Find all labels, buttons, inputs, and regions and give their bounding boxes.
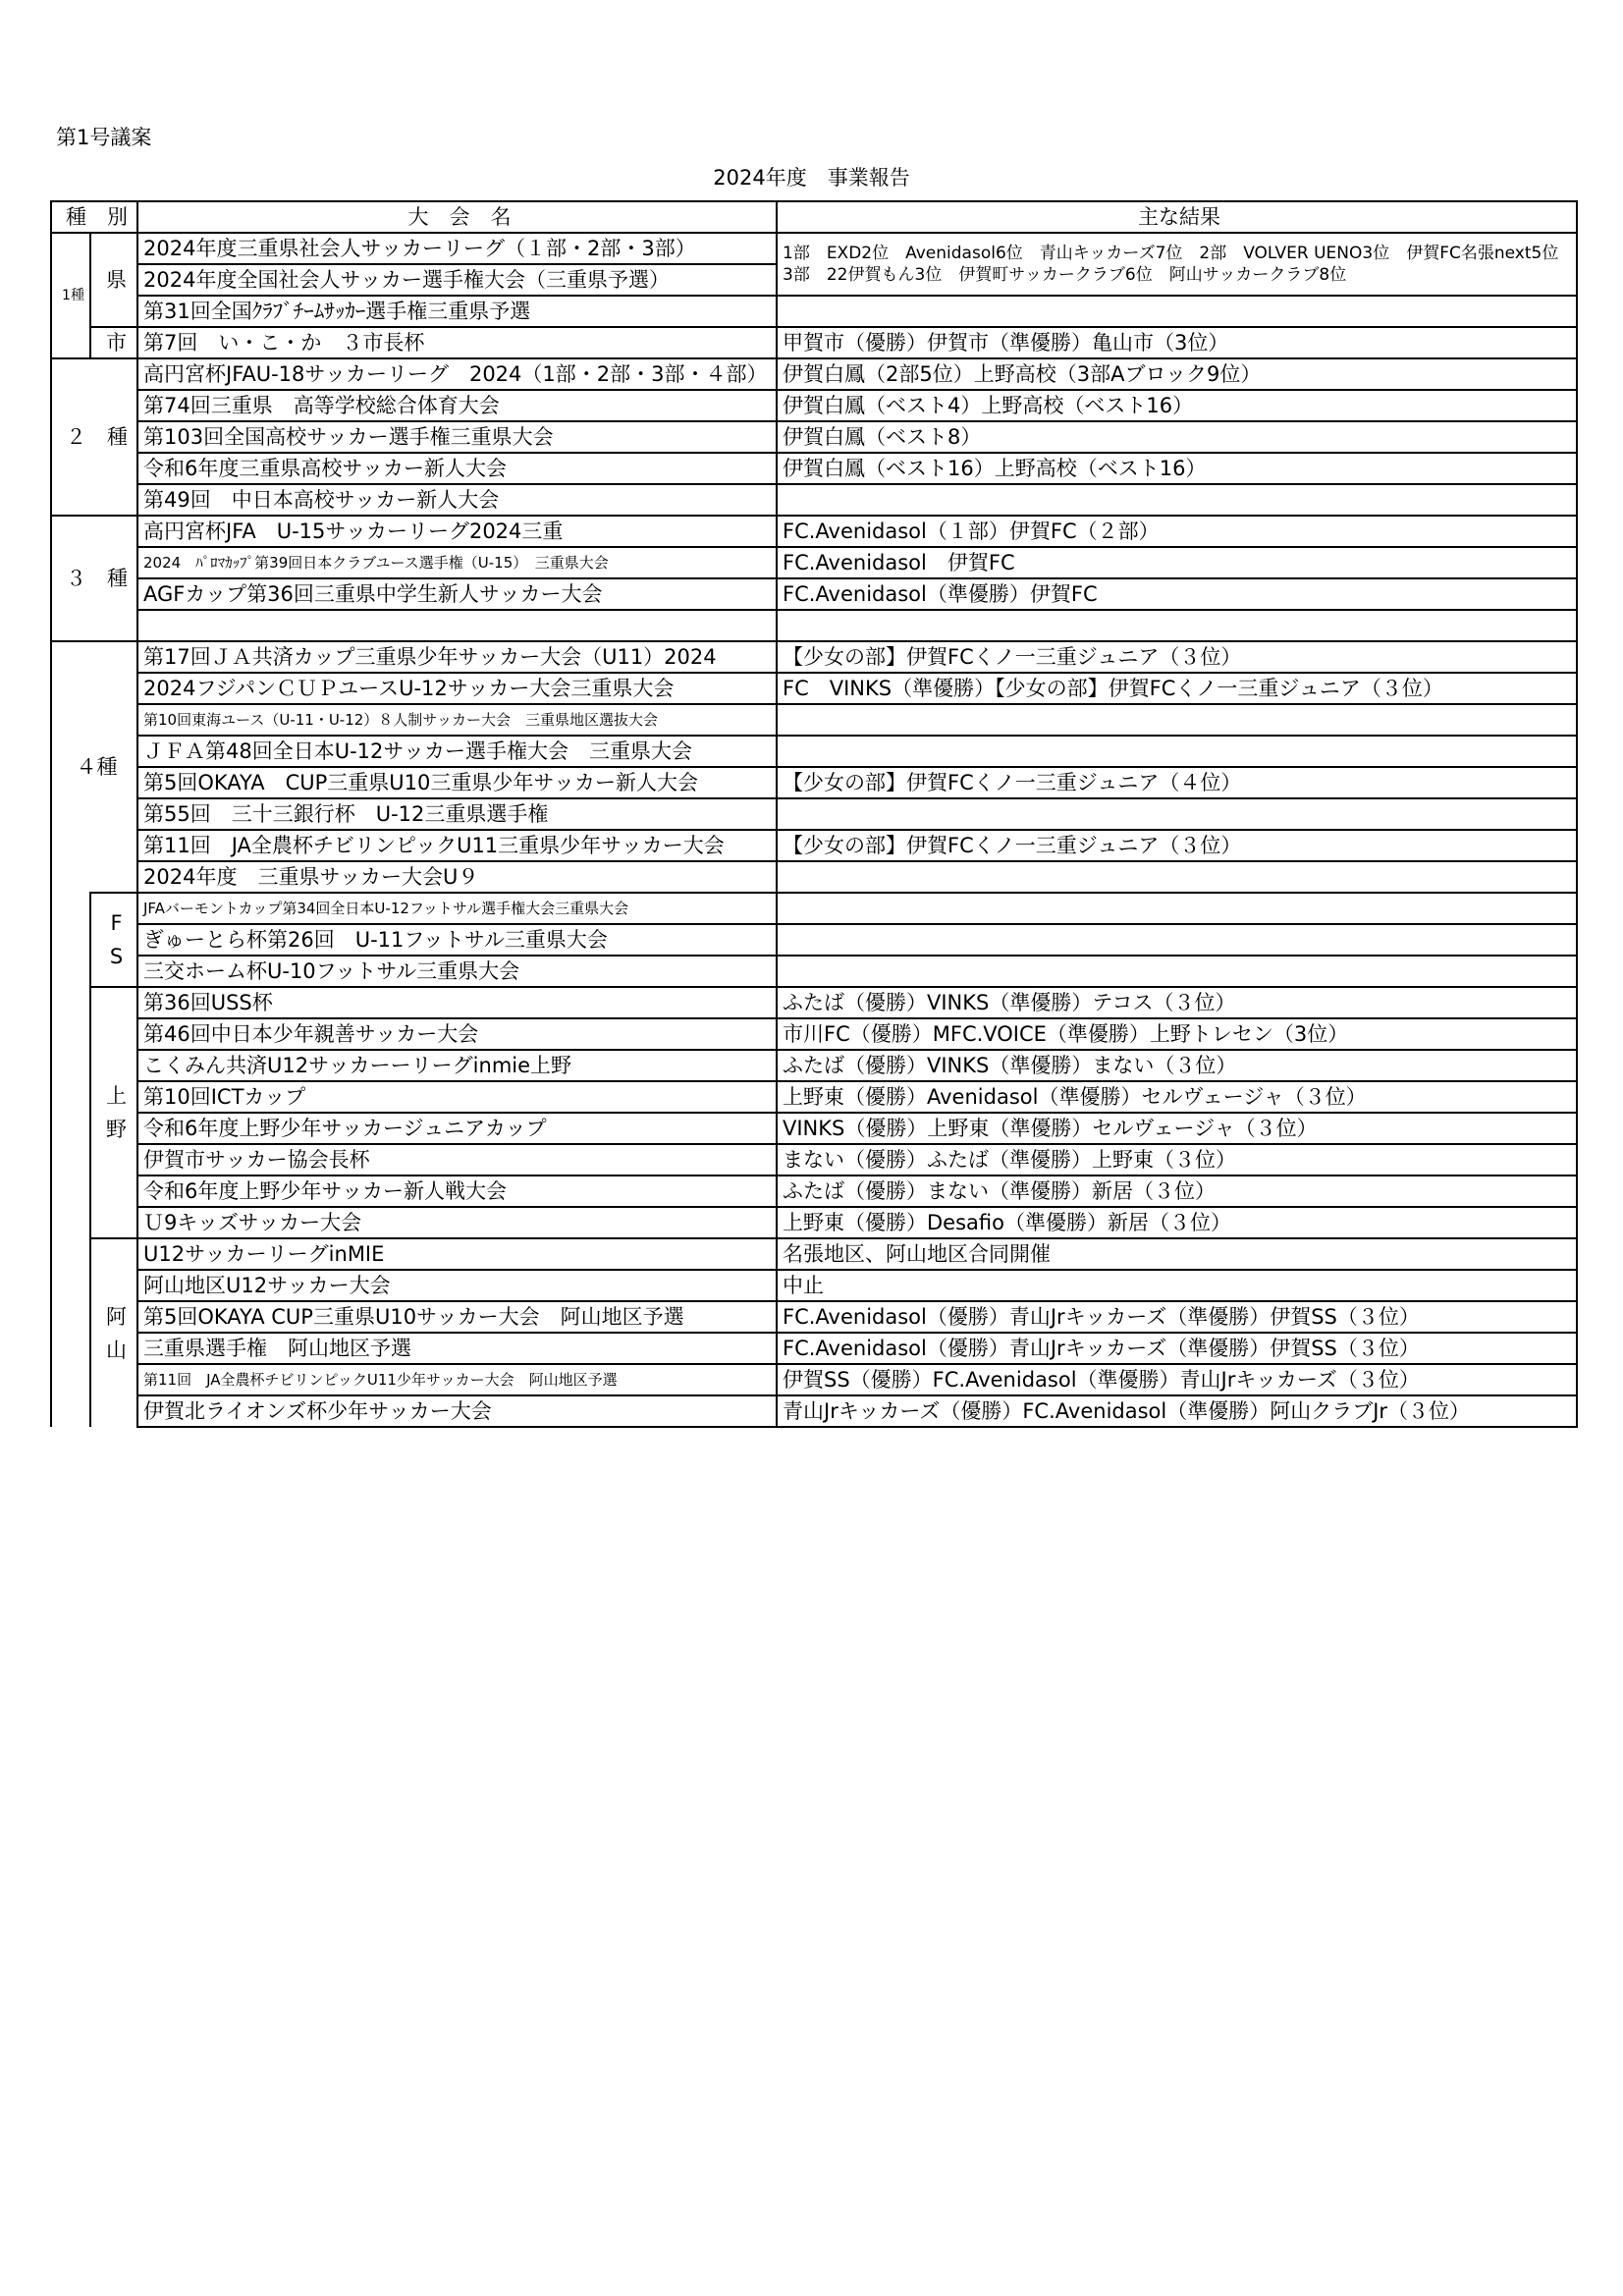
table-row <box>51 1113 1577 1144</box>
event-name: AGFカップ第36回三重県中学生新人サッカー大会 <box>137 578 777 610</box>
event-name: 2024年度三重県社会人サッカーリーグ（１部・2部・3部） <box>137 233 777 264</box>
category-4-label: ４種 <box>51 641 137 893</box>
result-text: VINKS（優勝）上野東（準優勝）セルヴェージャ（３位） <box>777 1113 1577 1144</box>
result-text: ふたば（優勝）VINKS（準優勝）まない（３位） <box>777 1050 1577 1081</box>
table-row <box>51 987 1577 1018</box>
event-name: 第11回 JA全農杯チビリンピックU11三重県少年サッカー大会 <box>137 830 777 861</box>
table-row <box>51 1207 1577 1238</box>
event-name: 令和6年度上野少年サッカージュニアカップ <box>137 1113 777 1144</box>
table-row <box>51 1050 1577 1081</box>
table-row <box>51 1238 1577 1270</box>
category-1-city-label: 市 <box>90 327 137 358</box>
event-name: 2024年度全国社会人サッカー選手権大会（三重県予選） <box>137 264 777 296</box>
event-name: 第7回 い・こ・か ３市長杯 <box>137 327 777 358</box>
event-name: 第10回東海ユース（U-11・U-12）８人制サッカー大会 三重県地区選抜大会 <box>137 704 777 736</box>
event-name: U12サッカーリーグinMIE <box>137 1238 777 1270</box>
table-row <box>51 641 1577 673</box>
event-name: 伊賀市サッカー協会長杯 <box>137 1144 777 1175</box>
result-text: 1部 EXD2位 Avenidasol6位 青山キッカーズ7位 2部 VOLVER UENO3位 伊賀FC名張next5位 3部 22伊賀もん3位 伊賀町サッカークラブ6位 阿山サッカークラブ8位 <box>777 233 1577 296</box>
report-table <box>50 200 1578 1428</box>
table-row <box>51 390 1577 421</box>
table-row <box>51 1144 1577 1175</box>
result-text: 伊賀SS（優勝）FC.Avenidasol（準優勝）青山Jrキッカーズ（３位） <box>777 1364 1577 1395</box>
table-row <box>51 1175 1577 1207</box>
table-row <box>51 1081 1577 1113</box>
table-row <box>51 358 1577 390</box>
table-row <box>51 673 1577 704</box>
event-name: 第46回中日本少年親善サッカー大会 <box>137 1018 777 1050</box>
agenda-label: 第1号議案 <box>56 126 152 149</box>
category-1-label: 1種 <box>51 233 90 358</box>
result-text <box>777 861 1577 893</box>
event-name: 高円宮杯JFA U-15サッカーリーグ2024三重 <box>137 516 777 547</box>
table-row <box>51 327 1577 358</box>
header-result: 主な結果 <box>777 201 1577 233</box>
result-text <box>777 798 1577 830</box>
category-3-label: ３ 種 <box>51 516 137 641</box>
event-name: ＪＦＡ第48回全日本U-12サッカー選手権大会 三重県大会 <box>137 736 777 767</box>
table-row <box>51 956 1577 987</box>
result-text: 上野東（優勝）Avenidasol（準優勝）セルヴェージャ（３位） <box>777 1081 1577 1113</box>
result-text: 伊賀白鳳（ベスト4）上野高校（ベスト16） <box>777 390 1577 421</box>
event-name: 第10回ICTカップ <box>137 1081 777 1113</box>
event-name: JFAバーモントカップ第34回全日本U-12フットサル選手権大会三重県大会 <box>137 893 777 924</box>
result-text: 【少女の部】伊賀FCくノ一三重ジュニア（４位） <box>777 767 1577 798</box>
table-row <box>51 547 1577 578</box>
category-4-margin <box>51 893 90 1427</box>
result-text: 【少女の部】伊賀FCくノ一三重ジュニア（３位） <box>777 641 1577 673</box>
table-header-row <box>51 201 1577 233</box>
ueno-label: 上 野 <box>90 987 137 1238</box>
event-name: 第36回USS杯 <box>137 987 777 1018</box>
table-row <box>51 421 1577 453</box>
result-text <box>777 610 1577 641</box>
event-name: 阿山地区U12サッカー大会 <box>137 1270 777 1301</box>
result-text: 伊賀白鳳（ベスト16）上野高校（ベスト16） <box>777 453 1577 484</box>
table-row <box>51 1364 1577 1395</box>
table-row <box>51 736 1577 767</box>
event-name: 第17回ＪＡ共済カップ三重県少年サッカー大会（U11）2024 <box>137 641 777 673</box>
ayama-label: 阿 山 <box>90 1238 137 1427</box>
result-text: 甲賀市（優勝）伊賀市（準優勝）亀山市（3位） <box>777 327 1577 358</box>
result-text: 青山Jrキッカーズ（優勝）FC.Avenidasol（準優勝）阿山クラブJr（３位） <box>777 1395 1577 1427</box>
table-row <box>51 767 1577 798</box>
table-row <box>51 704 1577 736</box>
event-name: 2024フジパンＣＵＰユースU-12サッカー大会三重県大会 <box>137 673 777 704</box>
table-row <box>51 296 1577 327</box>
result-text <box>777 736 1577 767</box>
result-text: 伊賀白鳳（2部5位）上野高校（3部Aブロック9位） <box>777 358 1577 390</box>
table-row <box>51 830 1577 861</box>
result-text: まない（優勝）ふたば（準優勝）上野東（３位） <box>777 1144 1577 1175</box>
event-name: ぎゅーとら杯第26回 U-11フットサル三重県大会 <box>137 924 777 956</box>
result-text <box>777 924 1577 956</box>
table-row <box>51 1018 1577 1050</box>
table-row <box>51 861 1577 893</box>
event-name: 第103回全国高校サッカー選手権三重県大会 <box>137 421 777 453</box>
table-row <box>51 233 1577 264</box>
event-name: 第55回 三十三銀行杯 U-12三重県選手権 <box>137 798 777 830</box>
table-row <box>51 893 1577 924</box>
event-name: 第11回 JA全農杯チビリンピックU11少年サッカー大会 阿山地区予選 <box>137 1364 777 1395</box>
category-1-pref-label: 県 <box>90 233 137 327</box>
result-text <box>777 484 1577 516</box>
event-name: 第31回全国ｸﾗﾌﾞﾁｰﾑｻｯｶｰ選手権三重県予選 <box>137 296 777 327</box>
fs-label: F S <box>90 893 137 987</box>
table-row <box>51 516 1577 547</box>
result-text <box>777 893 1577 924</box>
result-text: 中止 <box>777 1270 1577 1301</box>
header-event: 大 会 名 <box>137 201 777 233</box>
event-name: 令和6年度上野少年サッカー新人戦大会 <box>137 1175 777 1207</box>
table-row <box>51 1333 1577 1364</box>
table-row <box>51 924 1577 956</box>
result-text: FC VINKS（準優勝）【少女の部】伊賀FCくノ一三重ジュニア（３位） <box>777 673 1577 704</box>
result-text: FC.Avenidasol（１部）伊賀FC（２部） <box>777 516 1577 547</box>
result-text: 伊賀白鳳（ベスト8） <box>777 421 1577 453</box>
header-category: 種 別 <box>51 201 137 233</box>
event-name <box>137 610 777 641</box>
category-2-label: ２ 種 <box>51 358 137 516</box>
result-text: FC.Avenidasol 伊賀FC <box>777 547 1577 578</box>
table-row <box>51 1270 1577 1301</box>
event-name: 第5回OKAYA CUP三重県U10サッカー大会 阿山地区予選 <box>137 1301 777 1333</box>
event-name: 第74回三重県 高等学校総合体育大会 <box>137 390 777 421</box>
event-name: こくみん共済U12サッカーーリーグinmie上野 <box>137 1050 777 1081</box>
result-text <box>777 704 1577 736</box>
table-row <box>51 1301 1577 1333</box>
table-row <box>51 798 1577 830</box>
event-name: 三重県選手権 阿山地区予選 <box>137 1333 777 1364</box>
page-title: 2024年度 事業報告 <box>713 166 910 190</box>
result-text <box>777 296 1577 327</box>
table-row <box>51 1395 1577 1427</box>
result-text: FC.Avenidasol（準優勝）伊賀FC <box>777 578 1577 610</box>
result-text: 上野東（優勝）Desafio（準優勝）新居（３位） <box>777 1207 1577 1238</box>
event-name: 高円宮杯JFAU-18サッカーリーグ 2024（1部・2部・3部・４部） <box>137 358 777 390</box>
table-row <box>51 453 1577 484</box>
table-row <box>51 578 1577 610</box>
event-name: 2024年度 三重県サッカー大会U９ <box>137 861 777 893</box>
result-text: 市川FC（優勝）MFC.VOICE（準優勝）上野トレセン（3位） <box>777 1018 1577 1050</box>
result-text <box>777 956 1577 987</box>
result-text: FC.Avenidasol（優勝）青山Jrキッカーズ（準優勝）伊賀SS（３位） <box>777 1301 1577 1333</box>
event-name: Ｕ9キッズサッカー大会 <box>137 1207 777 1238</box>
result-text: 【少女の部】伊賀FCくノ一三重ジュニア（３位） <box>777 830 1577 861</box>
table-row <box>51 610 1577 641</box>
event-name: 第49回 中日本高校サッカー新人大会 <box>137 484 777 516</box>
event-name: 令和6年度三重県高校サッカー新人大会 <box>137 453 777 484</box>
result-text: 名張地区、阿山地区合同開催 <box>777 1238 1577 1270</box>
event-name: 第5回OKAYA CUP三重県U10三重県少年サッカー新人大会 <box>137 767 777 798</box>
event-name: 伊賀北ライオンズ杯少年サッカー大会 <box>137 1395 777 1427</box>
table-row <box>51 484 1577 516</box>
result-text: FC.Avenidasol（優勝）青山Jrキッカーズ（準優勝）伊賀SS（３位） <box>777 1333 1577 1364</box>
event-name: 三交ホーム杯U-10フットサル三重県大会 <box>137 956 777 987</box>
result-text: ふたば（優勝）まない（準優勝）新居（３位） <box>777 1175 1577 1207</box>
event-name: 2024 ﾊﾟﾛﾏｶｯﾌﾟ第39回日本クラブユース選手権（U-15） 三重県大会 <box>137 547 777 578</box>
result-text: ふたば（優勝）VINKS（準優勝）テコス（３位） <box>777 987 1577 1018</box>
